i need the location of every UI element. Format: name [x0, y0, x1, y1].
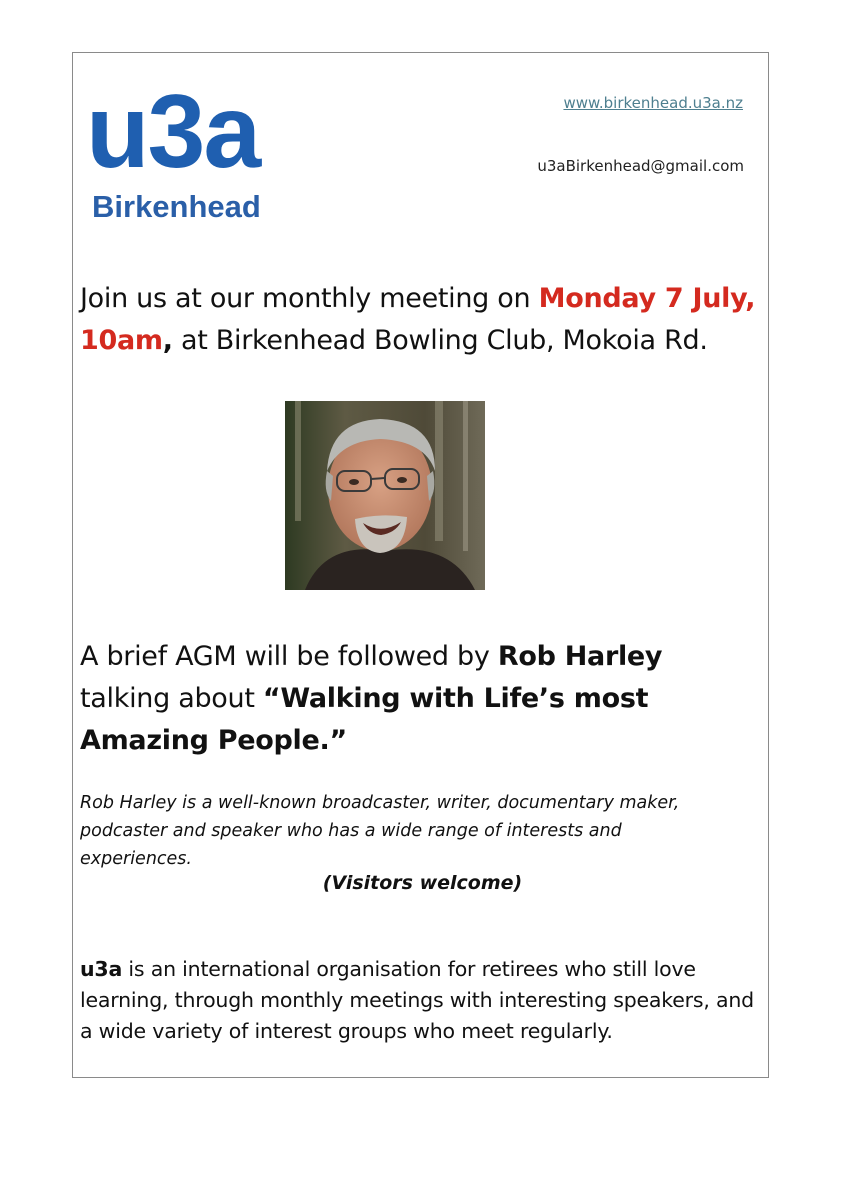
meeting-venue: at Birkenhead Bowling Club, Mokoia Rd. [172, 325, 708, 356]
talk-lead: A brief AGM will be followed by [80, 641, 498, 672]
about-u3a [80, 954, 760, 1047]
speaker-photo [285, 401, 485, 590]
intro-comma: , [162, 325, 173, 356]
logo-subtitle: Birkenhead [92, 189, 261, 224]
meeting-date-time: Monday 7 July, 10am [80, 283, 756, 356]
about-text: is an international organisation for retirees who still love learning, through monthly meetings with interesting speakers, and a wide variety of interest groups who meet regularly. [80, 957, 754, 1043]
speaker-portrait-icon [285, 401, 485, 590]
logo-mark: u3a [86, 74, 260, 190]
about-org: u3a [80, 957, 123, 981]
speaker-bio: Rob Harley is a well-known broadcaster, writer, documentary maker, podcaster and speaker who has a wide range of interests and experiences. [80, 793, 680, 869]
website-link[interactable]: www.birkenhead.u3a.nz [563, 94, 743, 112]
talk-title: “Walking with Life’s most Amazing People.” [80, 683, 649, 756]
intro-lead: Join us at our monthly meeting on [80, 283, 539, 314]
talk-announcement [80, 636, 760, 762]
visitors-note: (Visitors welcome) [322, 872, 523, 894]
u3a-logo [86, 74, 306, 230]
meeting-intro [80, 278, 760, 362]
talk-middle: talking about [80, 683, 263, 714]
email-address: u3aBirkenhead@gmail.com [537, 157, 744, 175]
speaker-name: Rob Harley [497, 641, 663, 672]
